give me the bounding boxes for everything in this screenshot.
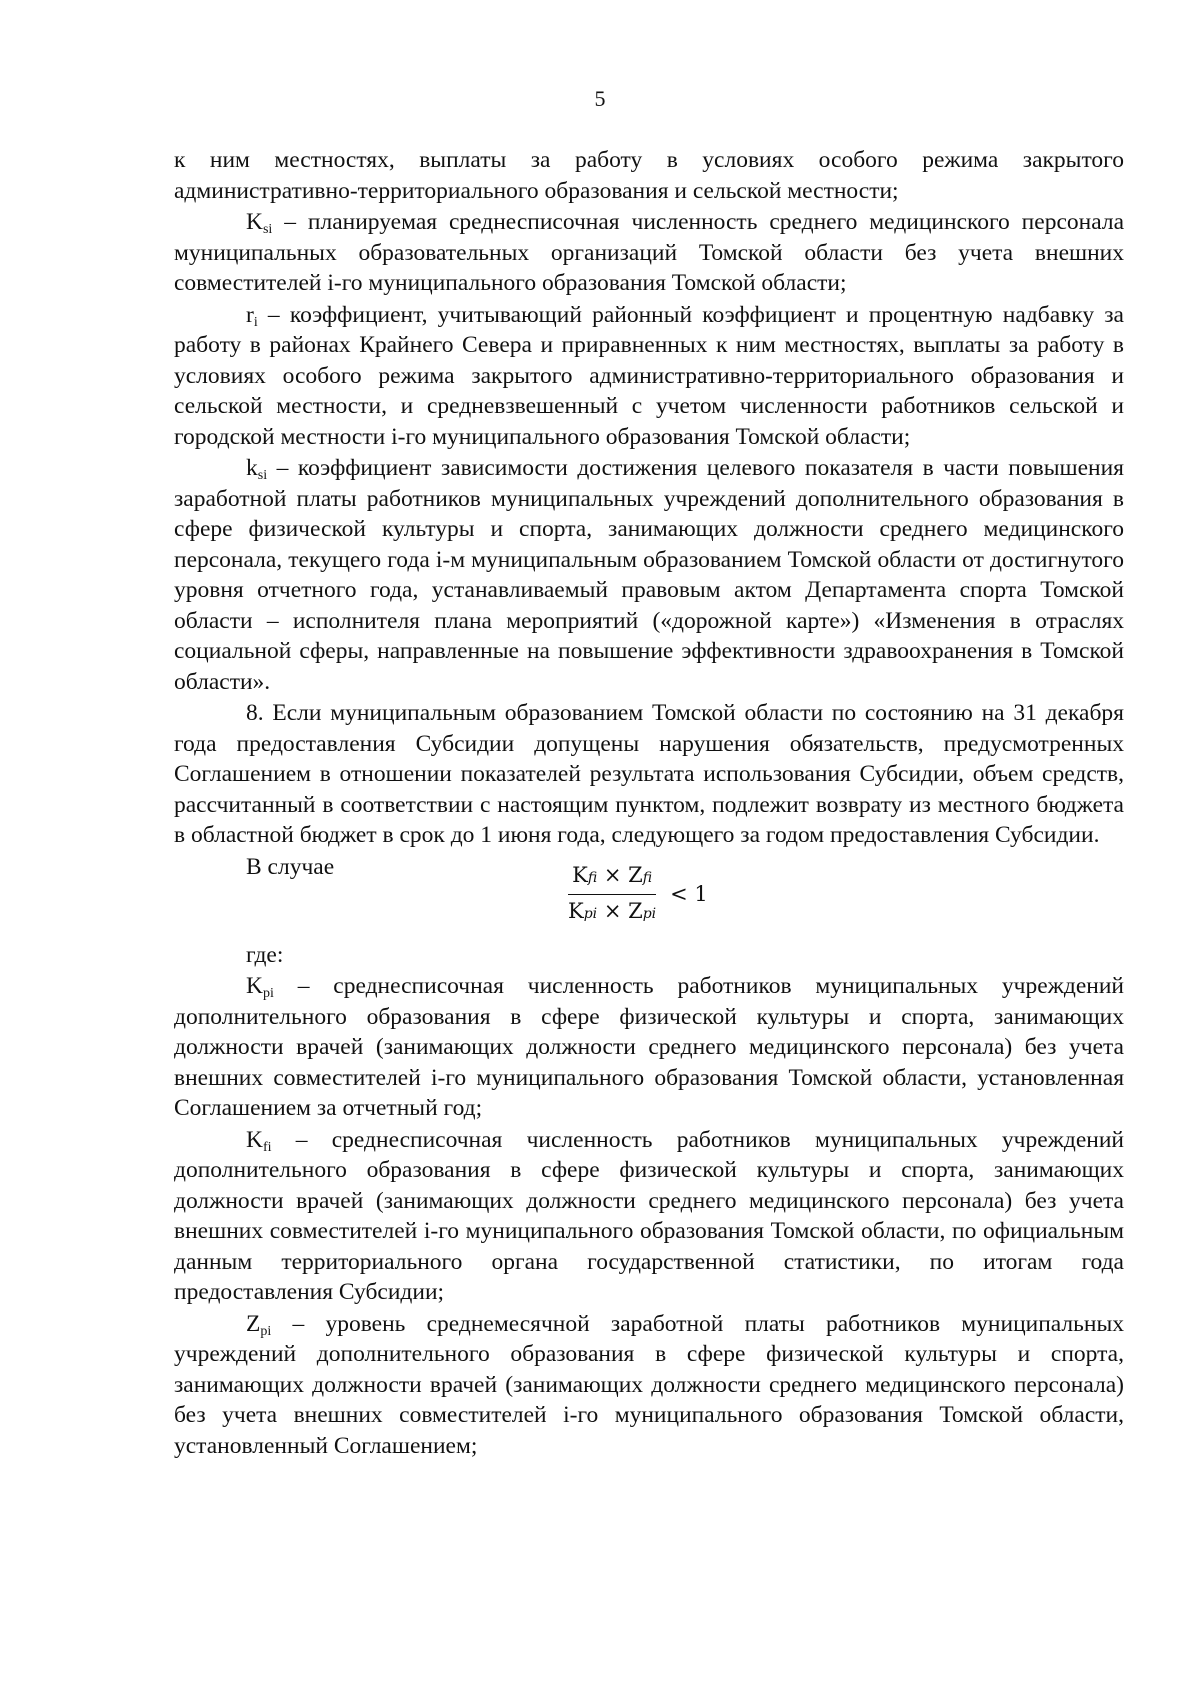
symbol-ksi-lower: $k_{si}$	[246, 455, 268, 483]
formula-block	[174, 852, 1124, 940]
symbol-kfi: $K_{fi}$	[246, 1126, 272, 1155]
definition-ksi-coefficient: $k_{si}$ – коэффициент зависимости достижения целевого показателя в части повышения заработной платы работников муниципальных учреждений дополнительного образования в сфере физической культуры и спорта, занимающих должности среднего медицинского персонала, текущего года i-м муниципальным образованием Томской области от достигнутого уровня отчетного года, устанавливаемый правовым актом Департамента спорта Томской области – исполнителя плана мероприятий («дорожной карте») «Изменения в отраслях социальной сферы, направленные на повышение эффективности здравоохранения в Томской области».	[174, 455, 1124, 695]
symbol-ri: $r_i$	[246, 301, 258, 330]
definition-ri: $r_i$ – коэффициент, учитывающий районный коэффициент и процентную надбавку за работу в районах Крайнего Севера и приравненных к ним местностях, выплаты за работу в условиях особого режима закрытого административно-территориального образования и сельской местности, и средневзвешенный с учетом численности работников сельской и городской местности i-го муниципального образования Томской области;	[174, 301, 1124, 450]
formula-denominator: Kpi × Zpi	[568, 898, 657, 923]
formula-numerator: Kfi × Zfi	[568, 862, 656, 895]
definition-kfi: $K_{fi}$ – среднесписочная численность работников муниципальных учреждений дополнительного образования в сфере физической культуры и спорта, занимающих должности врачей (занимающих должности среднего медицинского персонала) без учета внешних совместителей i-го муниципального образования Томской области, по официальным данным территориального органа государственной статистики, по итогам года предоставления Субсидии;	[174, 1126, 1124, 1305]
where-label: где:	[246, 941, 284, 968]
symbol-ksi: $K_{si}$	[246, 209, 273, 237]
page-number: 5	[594, 86, 606, 111]
symbol-zpi: $Z_{pi}$	[246, 1310, 272, 1339]
paragraph-continuation: к ним местностях, выплаты за работу в условиях особого режима закрытого административно-территориального образования и сельской местности;	[174, 147, 1124, 204]
paragraph-8: 8. Если муниципальным образованием Томской области по состоянию на 31 декабря года предоставления Субсидии допущены нарушения обязательств, предусмотренных Соглашением в отношении показателей результата использования Субсидии, объем средств, рассчитанный в соответствии с настоящим пунктом, подлежит возврату из местного бюджета в областной бюджет в срок до 1 июня года, следующего за годом предоставления Субсидии.	[174, 700, 1124, 848]
formula-relation: < 1	[670, 882, 708, 906]
ratio-formula	[564, 862, 708, 927]
formula-fraction	[564, 862, 660, 927]
definition-ksi-planned: $K_{si}$ – планируемая среднесписочная численность среднего медицинского персонала муниципальных образовательных организаций Томской области без учета внешних совместителей i-го муниципального образования Томской области;	[174, 209, 1124, 296]
document-body	[174, 145, 1124, 1462]
case-label: В случае	[246, 853, 335, 880]
definition-kpi: $K_{pi}$ – среднесписочная численность работников муниципальных учреждений дополнительного образования в сфере физической культуры и спорта, занимающих должности врачей (занимающих должности среднего медицинского персонала) без учета внешних совместителей i-го муниципального образования Томской области, установленная Соглашением за отчетный год;	[174, 973, 1124, 1121]
definition-zpi: $Z_{pi}$ – уровень среднемесячной заработной платы работников муниципальных учреждений дополнительного образования в сфере физической культуры и спорта, занимающих должности врачей (занимающих должности среднего медицинского персонала) без учета внешних совместителей i-го муниципального образования Томской области, установленный Соглашением;	[174, 1310, 1124, 1459]
symbol-kpi: $K_{pi}$	[246, 973, 274, 1001]
